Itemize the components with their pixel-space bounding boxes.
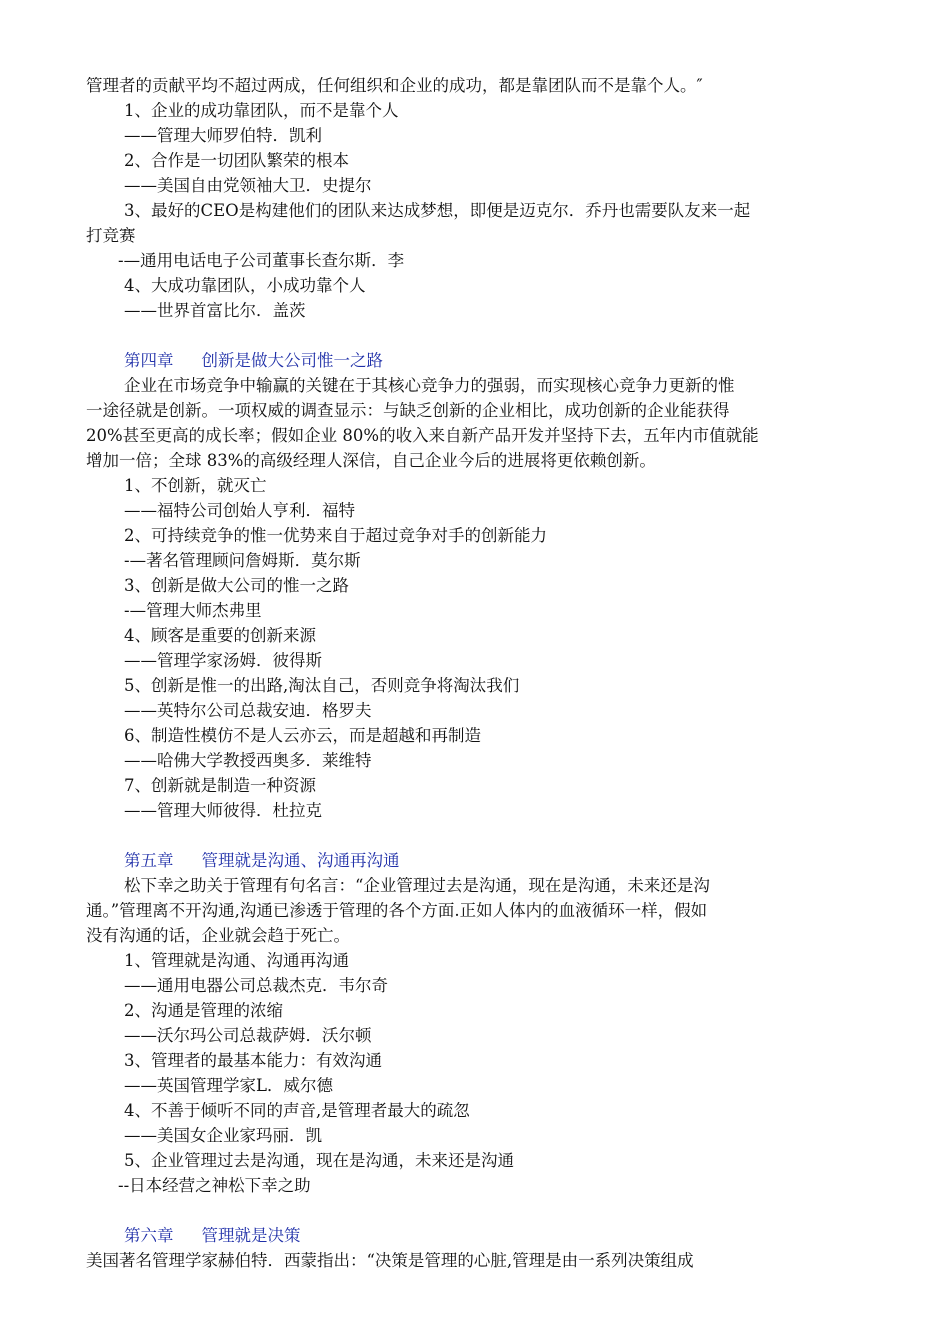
chapter4-heading (86, 348, 866, 373)
chapter5-quote-1: 1、管理就是沟通、沟通再沟通 (124, 951, 349, 970)
team-quote-3-line1: 3、最好的CEO是构建他们的团队来达成梦想，即便是迈克尔．乔丹也需要队友来一起 (124, 201, 751, 220)
document-body (86, 73, 866, 1273)
chapter5-quote-3: 3、管理者的最基本能力：有效沟通 (124, 1051, 382, 1070)
chapter6-intro-line1: 美国著名管理学家赫伯特．西蒙指出：“决策是管理的心脏,管理是由一系列决策组成 (86, 1251, 694, 1270)
chapter4-intro-line3: 20%甚至更高的成长率；假如企业 80%的收入来自新产品开发并坚持下去，五年内市值就能 (86, 426, 759, 445)
chapter6-number: 第六章 (124, 1226, 174, 1245)
team-quote-3-author: -—通用电话电子公司董事长查尔斯．李 (118, 251, 405, 270)
chapter5-quote-3-author: ——英国管理学家L．威尔德 (124, 1076, 333, 1095)
chapter4-quote-5-author: ——英特尔公司总裁安迪．格罗夫 (124, 701, 372, 720)
team-quote-1: 1、企业的成功靠团队，而不是靠个人 (124, 101, 399, 120)
chapter5-title: 管理就是沟通、沟通再沟通 (201, 851, 400, 870)
chapter5-quote-4: 4、不善于倾听不同的声音,是管理者最大的疏忽 (124, 1101, 470, 1120)
chapter4-intro-line2: 一途径就是创新。一项权威的调查显示：与缺乏创新的企业相比，成功创新的企业能获得 (86, 401, 730, 420)
chapter4-quote-7: 7、创新就是制造一种资源 (124, 776, 316, 795)
chapter4-quote-7-author: ——管理大师彼得．杜拉克 (124, 801, 322, 820)
chapter5-intro-line2: 通。”管理离不开沟通,沟通已渗透于管理的各个方面.正如人体内的血液循环一样，假如 (86, 901, 708, 920)
chapter4-quote-6-author: ——哈佛大学教授西奥多．莱维特 (124, 751, 372, 770)
chapter4-quote-6: 6、制造性模仿不是人云亦云，而是超越和再制造 (124, 726, 481, 745)
chapter4-quote-5: 5、创新是惟一的出路,淘汰自己，否则竞争将淘汰我们 (124, 676, 520, 695)
team-quote-1-author: ——管理大师罗伯特．凯利 (124, 126, 322, 145)
chapter4-intro-line1: 企业在市场竞争中输赢的关键在于其核心竞争力的强弱，而实现核心竞争力更新的惟 (124, 376, 735, 395)
chapter6-heading (86, 1223, 866, 1248)
chapter4-quote-3-author: -—管理大师杰弗里 (124, 601, 262, 620)
chapter4-intro-line4: 增加一倍；全球 83%的高级经理人深信，自己企业今后的进展将更依赖创新。 (86, 451, 656, 470)
chapter5-quote-4-author: ——美国女企业家玛丽．凯 (124, 1126, 322, 1145)
chapter4-quote-2-author: -—著名管理顾问詹姆斯．莫尔斯 (124, 551, 361, 570)
team-quote-4-author: ——世界首富比尔．盖茨 (124, 301, 306, 320)
chapter5-heading (86, 848, 866, 873)
team-quote-3-line2: 打竞赛 (86, 226, 136, 245)
chapter5-intro-line3: 没有沟通的话，企业就会趋于死亡。 (86, 926, 350, 945)
chapter5-quote-1-author: ——通用电器公司总裁杰克．韦尔奇 (124, 976, 388, 995)
chapter5-quote-2-author: ——沃尔玛公司总裁萨姆．沃尔顿 (124, 1026, 372, 1045)
chapter6-title: 管理就是决策 (201, 1226, 301, 1245)
chapter5-quote-5: 5、企业管理过去是沟通，现在是沟通，未来还是沟通 (124, 1151, 514, 1170)
chapter4-quote-4: 4、顾客是重要的创新来源 (124, 626, 316, 645)
chapter4-quote-2: 2、可持续竞争的惟一优势来自于超过竞争对手的创新能力 (124, 526, 547, 545)
chapter5-intro-line1: 松下幸之助关于管理有句名言：“企业管理过去是沟通，现在是沟通，未来还是沟 (124, 876, 710, 895)
team-quote-2-author: ——美国自由党领袖大卫．史提尔 (124, 176, 372, 195)
chapter4-quote-1: 1、不创新，就灭亡 (124, 476, 267, 495)
team-quote-4: 4、大成功靠团队，小成功靠个人 (124, 276, 366, 295)
chapter4-quote-4-author: ——管理学家汤姆．彼得斯 (124, 651, 322, 670)
chapter5-quote-2: 2、沟通是管理的浓缩 (124, 1001, 283, 1020)
chapter4-quote-3: 3、创新是做大公司的惟一之路 (124, 576, 349, 595)
intro-tail: 管理者的贡献平均不超过两成，任何组织和企业的成功，都是靠团队而不是靠个人。″ (86, 76, 703, 95)
chapter4-quote-1-author: ——福特公司创始人亨利．福特 (124, 501, 355, 520)
team-quote-2: 2、合作是一切团队繁荣的根本 (124, 151, 349, 170)
chapter4-number: 第四章 (124, 351, 174, 370)
chapter4-title: 创新是做大公司惟一之路 (201, 351, 383, 370)
chapter5-number: 第五章 (124, 851, 174, 870)
chapter5-quote-5-author: --日本经营之神松下幸之助 (118, 1176, 311, 1195)
